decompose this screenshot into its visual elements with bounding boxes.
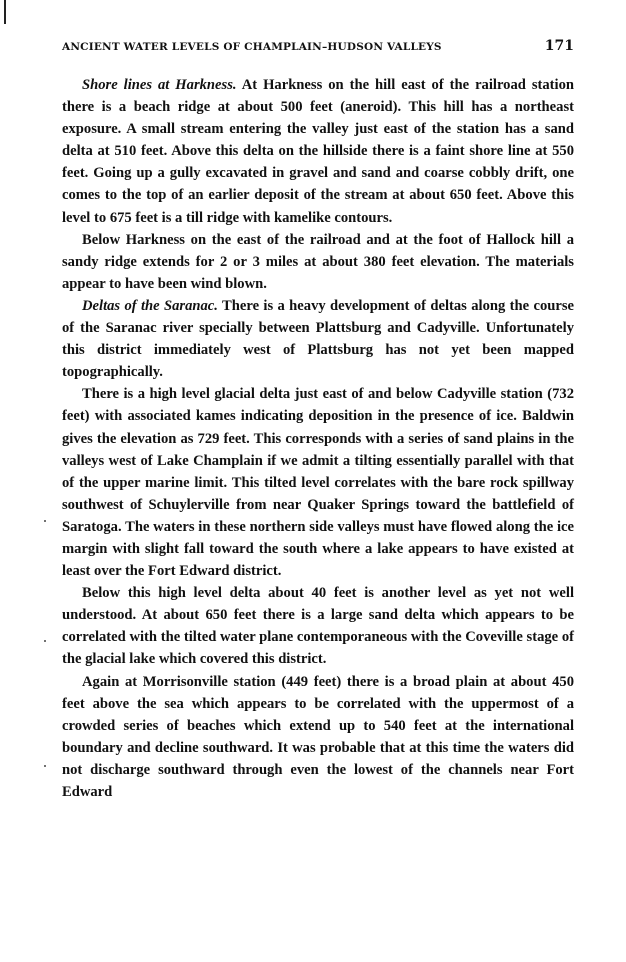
margin-speck bbox=[44, 765, 46, 767]
paragraph-text: There is a high level glacial delta just east of and below Cadyville station (732 feet) with associated kames indicating deposition in the presence of ice. Baldwin gives the elevation as 729 feet. This corresponds with a series of sand plains in the valleys west of Lake Champlain if we admit a tilting essentially parallel with that of the upper marine limit. This tilted level correlates with the bare rock spillway southwest of Schuylerville from near Quaker Springs toward the battlefield of Saratoga. The waters in these northern side valleys must have flowed along the ice margin with slight fall toward the south where a lake appears to have existed at least over the Fort Edward district. bbox=[62, 386, 574, 580]
paragraph bbox=[62, 383, 574, 582]
paragraph-text: Below this high level delta about 40 feet is another level as yet not well understood. At about 650 feet there is a large sand delta which appears to be correlated with the tilted water plane contemporaneous with the Coveville stage of the glacial lake which covered this district. bbox=[62, 585, 574, 668]
paragraph-text: There is a heavy development of deltas along the course of the Saranac river specially between Plattsburg and Cadyville. Unfortunately this district immediately west of Plattsburg has not yet been mapped topographically. bbox=[62, 297, 574, 381]
margin-speck bbox=[44, 640, 46, 642]
paragraph bbox=[62, 74, 574, 229]
margin-speck bbox=[44, 520, 46, 522]
paragraph-text: At Harkness on the hill east of the railroad station there is a beach ridge at about 500 feet (aneroid). This hill has a northeast exposure. A small stream entering the valley just east of the station has a sand delta at 510 feet. Above this delta on the hillside there is a faint shore line at 550 feet. Going up a gully excavated in gravel and sand and coarse cobbly drift, one comes to the top of an earlier deposit of the stream at about 650 feet. Above this level to 675 feet is a till ridge with kamelike contours. bbox=[62, 77, 574, 226]
paragraph-text: Below Harkness on the east of the railroad and at the foot of Hallock hill a sandy ridge extends for 2 or 3 miles at about 380 feet elevation. The materials appear to have been wind blown. bbox=[62, 231, 574, 292]
running-head: ANCIENT WATER LEVELS OF CHAMPLAIN–HUDSON VALLEYS bbox=[62, 41, 442, 53]
paragraph bbox=[62, 582, 574, 670]
paragraph-text: Again at Morrisonville station (449 feet) there is a broad plain at about 450 feet above the sea which appears to be correlated with the uppermost of a crowded series of beaches which extend up to 540 feet at the international boundary and decline southward. It was probable that at this time the waters did not discharge southward through even the lowest of the channels near Fort Edward bbox=[62, 673, 574, 800]
page-number: 171 bbox=[544, 38, 574, 54]
paragraph bbox=[62, 671, 574, 804]
page-header bbox=[62, 38, 574, 58]
paragraph bbox=[62, 295, 574, 383]
paragraph-heading: Shore lines at Harkness. bbox=[82, 77, 237, 93]
body-text bbox=[62, 74, 574, 803]
paragraph bbox=[62, 229, 574, 295]
paragraph-heading: Deltas of the Saranac. bbox=[82, 297, 218, 314]
margin-mark bbox=[4, 0, 6, 24]
